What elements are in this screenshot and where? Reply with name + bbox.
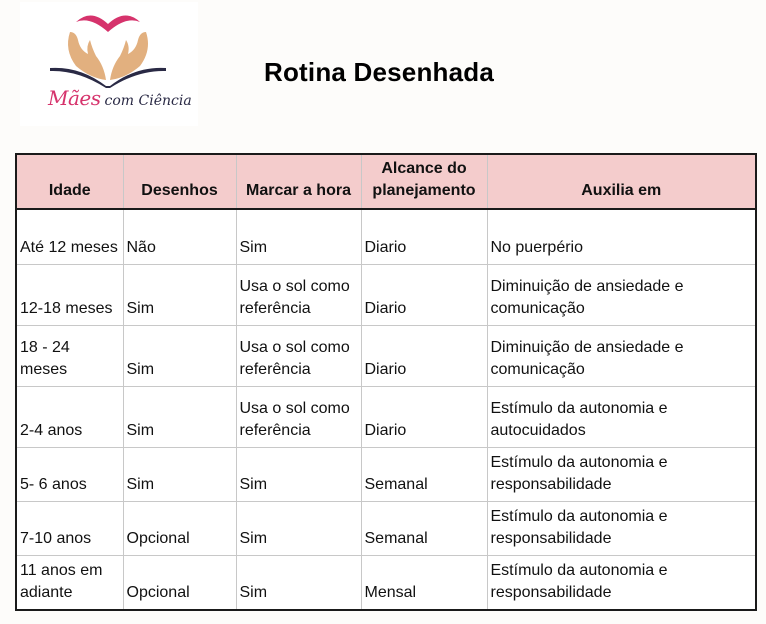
- cell-alcance: Diario: [361, 387, 487, 448]
- cell-alcance: Semanal: [361, 502, 487, 556]
- cell-alcance: Diario: [361, 326, 487, 387]
- cell-marcar-hora: Sim: [236, 448, 361, 502]
- column-header-idade: Idade: [16, 154, 123, 209]
- heart-hands-book-icon: [46, 10, 170, 88]
- table-row: [16, 265, 756, 326]
- cell-idade: Até 12 meses: [16, 209, 123, 265]
- cell-auxilia: Estímulo da autonomia e responsabilidade: [487, 556, 756, 611]
- logo: [20, 2, 198, 126]
- page-title: Rotina Desenhada: [264, 57, 495, 87]
- cell-marcar-hora: Sim: [236, 502, 361, 556]
- cell-auxilia: Estímulo da autonomia e responsabilidade: [487, 502, 756, 556]
- cell-desenhos: Sim: [123, 387, 236, 448]
- table-row: [16, 326, 756, 387]
- table-row: [16, 209, 756, 265]
- cell-marcar-hora: Usa o sol como referência: [236, 326, 361, 387]
- logo-brand-first: Mães: [48, 86, 101, 110]
- cell-desenhos: Não: [123, 209, 236, 265]
- column-header-marcar-hora: Marcar a hora: [236, 154, 361, 209]
- cell-auxilia: Diminuição de ansiedade e comunicação: [487, 326, 756, 387]
- cell-marcar-hora: Sim: [236, 556, 361, 611]
- table-row: [16, 387, 756, 448]
- cell-auxilia: Estímulo da autonomia e autocuidados: [487, 387, 756, 448]
- logo-brand-rest: com Ciência: [104, 93, 192, 109]
- cell-desenhos: Opcional: [123, 502, 236, 556]
- cell-alcance: Diario: [361, 209, 487, 265]
- cell-idade: 12-18 meses: [16, 265, 123, 326]
- cell-marcar-hora: Usa o sol como referência: [236, 265, 361, 326]
- cell-marcar-hora: Usa o sol como referência: [236, 387, 361, 448]
- cell-idade: 5- 6 anos: [16, 448, 123, 502]
- routine-table: [15, 153, 757, 611]
- cell-alcance: Semanal: [361, 448, 487, 502]
- logo-brand-text: [48, 86, 192, 110]
- table-row: [16, 556, 756, 611]
- cell-desenhos: Sim: [123, 448, 236, 502]
- cell-idade: 7-10 anos: [16, 502, 123, 556]
- table-header-row: [16, 154, 756, 209]
- cell-auxilia: Diminuição de ansiedade e comunicação: [487, 265, 756, 326]
- cell-idade: 18 - 24 meses: [16, 326, 123, 387]
- cell-auxilia: No puerpério: [487, 209, 756, 265]
- cell-idade: 11 anos em adiante: [16, 556, 123, 611]
- column-header-desenhos: Desenhos: [123, 154, 236, 209]
- cell-marcar-hora: Sim: [236, 209, 361, 265]
- cell-alcance: Diario: [361, 265, 487, 326]
- cell-alcance: Mensal: [361, 556, 487, 611]
- table-row: [16, 502, 756, 556]
- cell-idade: 2-4 anos: [16, 387, 123, 448]
- column-header-alcance: Alcance do planejamento: [361, 154, 487, 209]
- cell-auxilia: Estímulo da autonomia e responsabilidade: [487, 448, 756, 502]
- cell-desenhos: Sim: [123, 326, 236, 387]
- column-header-auxilia: Auxilia em: [487, 154, 756, 209]
- cell-desenhos: Sim: [123, 265, 236, 326]
- cell-desenhos: Opcional: [123, 556, 236, 611]
- table-row: [16, 448, 756, 502]
